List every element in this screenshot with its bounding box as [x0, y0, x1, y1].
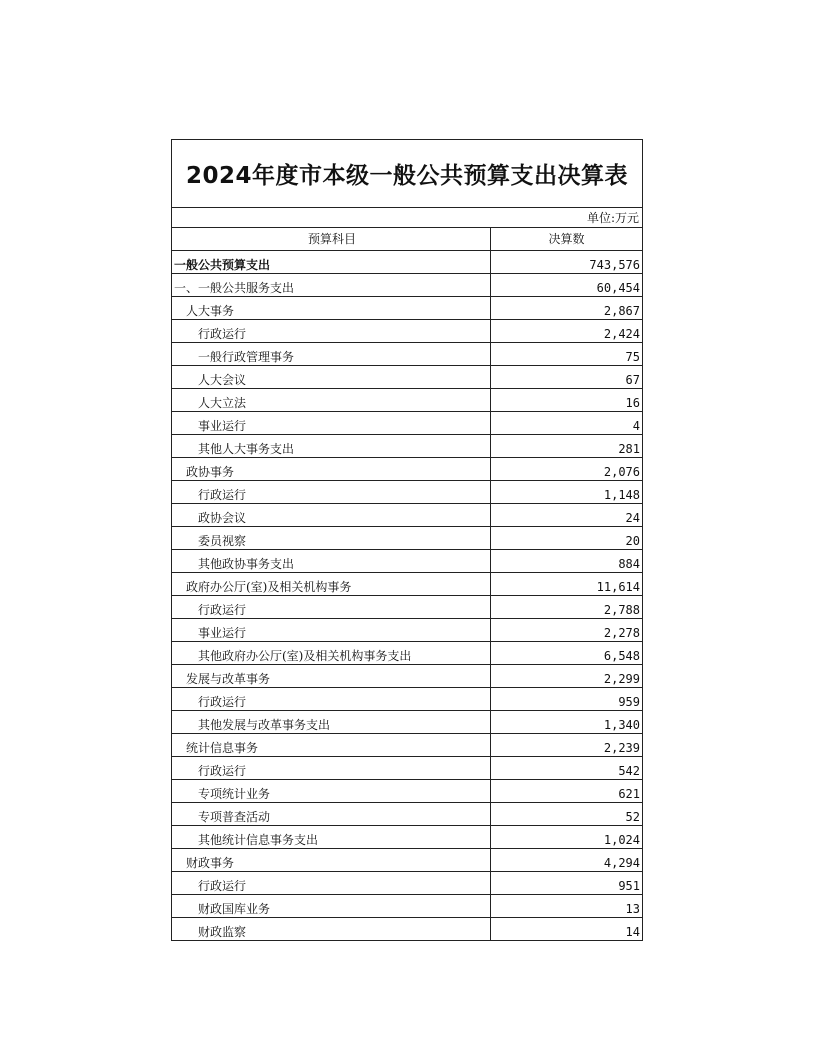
row-amount: 2,076 [491, 458, 643, 481]
row-subject: 统计信息事务 [172, 734, 491, 757]
table-row [172, 343, 642, 366]
row-subject: 财政事务 [172, 849, 491, 872]
row-amount: 1,148 [491, 481, 643, 504]
table-row [172, 389, 642, 412]
row-subject: 专项普查活动 [172, 803, 491, 826]
row-subject: 政协会议 [172, 504, 491, 527]
row-subject: 行政运行 [172, 872, 491, 895]
table-row [172, 297, 642, 320]
row-amount: 4,294 [491, 849, 643, 872]
row-subject: 人大事务 [172, 297, 491, 320]
row-amount: 1,024 [491, 826, 643, 849]
row-subject: 行政运行 [172, 596, 491, 619]
row-subject: 政协事务 [172, 458, 491, 481]
unit-label: 单位:万元 [586, 211, 639, 225]
table-row [172, 619, 642, 642]
table-row [172, 826, 642, 849]
row-subject: 其他政协事务支出 [172, 550, 491, 573]
header-amount: 决算数 [548, 231, 585, 246]
table-row [172, 481, 642, 504]
table-row [172, 458, 642, 481]
row-subject: 其他人大事务支出 [172, 435, 491, 458]
row-subject: 委员视察 [172, 527, 491, 550]
budget-table-sheet [171, 139, 643, 941]
unit-row [172, 208, 642, 228]
row-amount: 60,454 [491, 274, 643, 297]
row-amount: 75 [491, 343, 643, 366]
table-row [172, 366, 642, 389]
row-amount: 2,424 [491, 320, 643, 343]
row-subject: 事业运行 [172, 412, 491, 435]
row-subject: 行政运行 [172, 481, 491, 504]
row-amount: 24 [491, 504, 643, 527]
row-amount: 2,788 [491, 596, 643, 619]
row-amount: 1,340 [491, 711, 643, 734]
row-amount: 2,299 [491, 665, 643, 688]
row-subject: 政府办公厅(室)及相关机构事务 [172, 573, 491, 596]
row-subject: 行政运行 [172, 320, 491, 343]
table-row [172, 274, 642, 297]
table-row [172, 527, 642, 550]
table-row [172, 780, 642, 803]
row-subject: 行政运行 [172, 757, 491, 780]
row-subject: 其他政府办公厅(室)及相关机构事务支出 [172, 642, 491, 665]
table-row [172, 642, 642, 665]
row-amount: 2,239 [491, 734, 643, 757]
row-subject: 财政监察 [172, 918, 491, 941]
table-row [172, 757, 642, 780]
row-amount: 2,867 [491, 297, 643, 320]
row-amount: 67 [491, 366, 643, 389]
table-header-row [172, 228, 642, 251]
row-subject: 一、一般公共服务支出 [172, 274, 491, 297]
row-subject: 专项统计业务 [172, 780, 491, 803]
row-amount: 743,576 [491, 251, 643, 274]
table-row [172, 435, 642, 458]
table-row [172, 849, 642, 872]
table-row [172, 596, 642, 619]
row-amount: 14 [491, 918, 643, 941]
table-row [172, 734, 642, 757]
row-subject: 财政国库业务 [172, 895, 491, 918]
row-subject: 一般公共预算支出 [172, 251, 491, 274]
budget-table [172, 228, 642, 940]
row-amount: 16 [491, 389, 643, 412]
row-amount: 52 [491, 803, 643, 826]
table-row [172, 918, 642, 941]
table-row [172, 688, 642, 711]
table-row [172, 665, 642, 688]
row-amount: 621 [491, 780, 643, 803]
title-row [172, 140, 642, 208]
table-row [172, 504, 642, 527]
row-subject: 事业运行 [172, 619, 491, 642]
table-row [172, 872, 642, 895]
row-subject: 其他发展与改革事务支出 [172, 711, 491, 734]
row-amount: 542 [491, 757, 643, 780]
row-amount: 20 [491, 527, 643, 550]
row-subject: 行政运行 [172, 688, 491, 711]
row-subject: 一般行政管理事务 [172, 343, 491, 366]
row-subject: 其他统计信息事务支出 [172, 826, 491, 849]
table-row [172, 895, 642, 918]
row-amount: 951 [491, 872, 643, 895]
table-row [172, 320, 642, 343]
row-amount: 884 [491, 550, 643, 573]
table-row [172, 550, 642, 573]
row-amount: 11,614 [491, 573, 643, 596]
header-subject: 预算科目 [172, 228, 491, 251]
table-title: 2024年度市本级一般公共预算支出决算表 [185, 163, 628, 189]
table-row [172, 251, 642, 274]
row-subject: 发展与改革事务 [172, 665, 491, 688]
row-subject: 人大立法 [172, 389, 491, 412]
table-row [172, 803, 642, 826]
row-subject: 人大会议 [172, 366, 491, 389]
table-row [172, 412, 642, 435]
row-amount: 2,278 [491, 619, 643, 642]
table-row [172, 711, 642, 734]
row-amount: 281 [491, 435, 643, 458]
row-amount: 13 [491, 895, 643, 918]
table-row [172, 573, 642, 596]
row-amount: 6,548 [491, 642, 643, 665]
row-amount: 959 [491, 688, 643, 711]
row-amount: 4 [491, 412, 643, 435]
